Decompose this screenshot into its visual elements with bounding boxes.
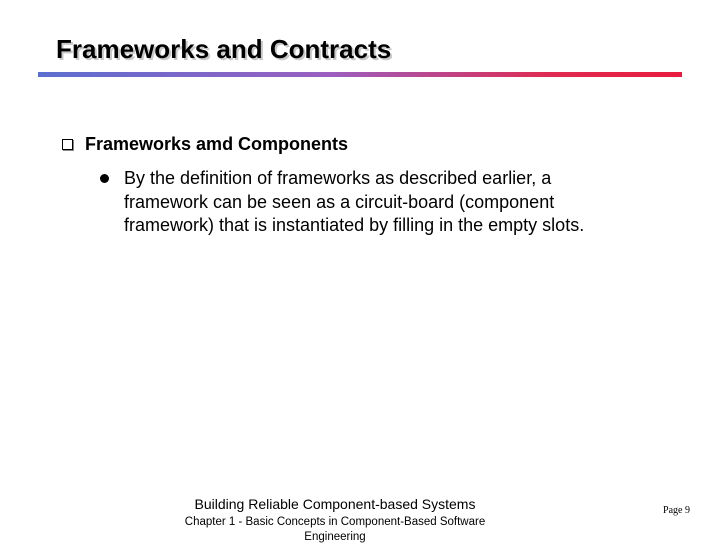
footer-subtitle: Chapter 1 - Basic Concepts in Component-Based Software Engineering bbox=[184, 516, 486, 543]
bullet-level1-text: Frameworks amd Components bbox=[85, 134, 349, 154]
bullet-level2 bbox=[100, 167, 640, 238]
filled-circle-icon bbox=[100, 174, 109, 183]
bullet-level1 bbox=[62, 134, 662, 155]
bullet-level2-text: By the definition of frameworks as described earlier, a framework can be seen as a circuit-board (component framework) that is instantiated by filling in the empty slots. bbox=[124, 168, 585, 235]
footer-title: Building Reliable Component-based Systems bbox=[194, 496, 476, 512]
checkbox-square-icon bbox=[62, 139, 73, 150]
page-number: Page 9 bbox=[663, 505, 690, 516]
slide-title: Frameworks and Contracts bbox=[56, 34, 392, 64]
title-underline-rule bbox=[38, 72, 682, 77]
